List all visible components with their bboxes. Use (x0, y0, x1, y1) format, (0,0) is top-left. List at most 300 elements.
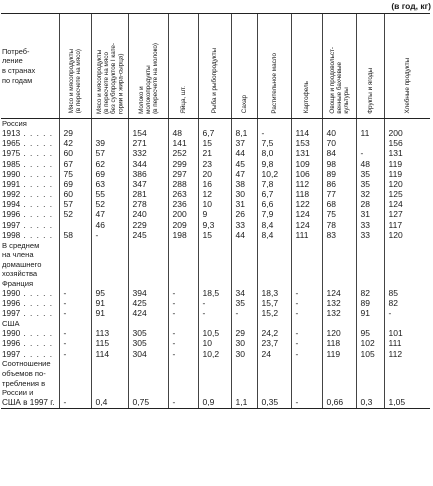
table-cell (384, 119, 430, 129)
table-cell: 33 (231, 220, 257, 230)
row-label-text: Россия (2, 119, 27, 128)
table-cell (59, 260, 91, 270)
table-cell: - (168, 339, 198, 349)
table-cell: 111 (291, 230, 322, 240)
table-cell (257, 269, 291, 279)
table-cell: 124 (291, 220, 322, 230)
table-cell: - (59, 289, 91, 299)
row-label (1, 200, 59, 210)
table-cell (91, 319, 128, 329)
row-label (1, 119, 59, 129)
table-cell: - (198, 309, 231, 319)
column-header (128, 14, 168, 119)
table-cell: 98 (322, 159, 356, 169)
table-cell: 154 (128, 129, 168, 139)
column-header (91, 14, 128, 119)
row-label (1, 299, 59, 309)
table-cell (91, 388, 128, 398)
table-cell: 305 (128, 339, 168, 349)
table-cell: 38 (231, 180, 257, 190)
table-cell: 119 (384, 169, 430, 179)
leader-dots: . . . . . (20, 200, 53, 210)
row-label-text: 1996 (2, 210, 21, 220)
table-cell (257, 388, 291, 398)
table-cell (128, 260, 168, 270)
table-cell: 60 (59, 190, 91, 200)
table-row (1, 329, 430, 339)
table-cell: 63 (91, 180, 128, 190)
table-cell (168, 388, 198, 398)
table-cell: 1,05 (384, 398, 430, 409)
table-cell: 48 (356, 159, 384, 169)
table-cell: 44 (231, 149, 257, 159)
table-cell: 33 (356, 230, 384, 240)
leader-dots: . . . . . (20, 159, 53, 169)
table-cell: 82 (356, 289, 384, 299)
table-row (1, 398, 430, 409)
table-cell: 30 (231, 190, 257, 200)
row-label-text: 1992 (2, 190, 21, 200)
table-cell (322, 369, 356, 379)
table-cell: 114 (291, 129, 322, 139)
table-cell (356, 319, 384, 329)
table-cell (198, 269, 231, 279)
table-cell: 9 (198, 210, 231, 220)
table-cell: 20 (198, 169, 231, 179)
column-header-label: Картофель (303, 81, 311, 114)
table-cell: 6,7 (198, 129, 231, 139)
table-cell: 95 (356, 329, 384, 339)
table-cell (257, 379, 291, 389)
table-cell: 15 (198, 230, 231, 240)
column-header (322, 14, 356, 119)
leader-dots: . . . . . (20, 139, 53, 149)
row-label (1, 309, 59, 319)
table-cell: 18,3 (257, 289, 291, 299)
table-cell: 91 (356, 309, 384, 319)
table-cell: 52 (91, 200, 128, 210)
leader-dots: . . . . . (20, 309, 53, 319)
table-cell (91, 119, 128, 129)
row-label-text: 1990 (2, 289, 21, 299)
leader-dots: . . . . . (20, 190, 53, 200)
table-cell (322, 250, 356, 260)
column-header (257, 14, 291, 119)
column-header-label: Мясо и мясопродукты (в пересчете на мясо) (68, 49, 83, 114)
table-cell: 347 (128, 180, 168, 190)
table-cell (356, 119, 384, 129)
table-cell: 12 (198, 190, 231, 200)
section-row (1, 269, 430, 279)
table-cell: 112 (384, 349, 430, 359)
table-cell: 57 (59, 200, 91, 210)
table-cell: - (59, 329, 91, 339)
table-cell (322, 119, 356, 129)
table-cell (291, 379, 322, 389)
table-cell (257, 369, 291, 379)
table-cell: 16 (198, 180, 231, 190)
row-label (1, 349, 59, 359)
table-cell: 6,7 (257, 190, 291, 200)
row-label-text: Соотношение (2, 359, 51, 369)
leader-dots: . . . . . (20, 149, 53, 159)
table-cell (59, 279, 91, 289)
table-cell: 102 (356, 339, 384, 349)
table-cell: 29 (231, 329, 257, 339)
row-label-text: 1997 (2, 349, 21, 359)
table-cell (91, 279, 128, 289)
table-cell: 252 (168, 149, 198, 159)
table-row (1, 190, 430, 200)
table-cell (231, 369, 257, 379)
table-cell: - (291, 329, 322, 339)
table-cell: - (291, 289, 322, 299)
table-cell: 48 (168, 129, 198, 139)
table-cell: 131 (291, 149, 322, 159)
table-cell: 119 (322, 349, 356, 359)
table-cell: 37 (231, 139, 257, 149)
table-cell (257, 241, 291, 251)
table-cell: 112 (291, 180, 322, 190)
table-cell: 75 (322, 210, 356, 220)
table-cell: 24 (257, 349, 291, 359)
table-row (1, 220, 430, 230)
table-cell (291, 119, 322, 129)
table-cell (356, 241, 384, 251)
table-cell: - (168, 398, 198, 409)
table-cell: 77 (322, 190, 356, 200)
table-row (1, 129, 430, 139)
leader-dots: . . . . . (20, 169, 53, 179)
table-cell: 34 (231, 289, 257, 299)
row-label (1, 359, 59, 369)
leader-dots: . . . . . (20, 299, 53, 309)
table-row (1, 299, 430, 309)
table-row (1, 149, 430, 159)
table-cell: 9,3 (198, 220, 231, 230)
table-cell (257, 250, 291, 260)
table-cell: - (356, 149, 384, 159)
row-label (1, 129, 59, 139)
table-cell: 305 (128, 329, 168, 339)
table-cell: 299 (168, 159, 198, 169)
row-label-text: 1913 (2, 128, 21, 138)
table-cell: 236 (168, 200, 198, 210)
row-label-text: 1990 (2, 169, 21, 179)
table-row (1, 159, 430, 169)
table-cell: - (231, 309, 257, 319)
table-row (1, 200, 430, 210)
table-cell: 10,5 (198, 329, 231, 339)
column-header-label: Фрукты и ягоды (366, 67, 374, 114)
table-cell (168, 119, 198, 129)
row-label-text: объемов по- (2, 368, 46, 378)
table-cell: 101 (384, 329, 430, 339)
table-cell: 28 (356, 200, 384, 210)
column-header-label: Яйца, шт. (179, 85, 187, 114)
row-label (1, 289, 59, 299)
row-label-text: 1975 (2, 149, 21, 159)
table-cell: 52 (59, 210, 91, 220)
table-cell (257, 279, 291, 289)
table-cell: 278 (128, 200, 168, 210)
table-cell: 332 (128, 149, 168, 159)
row-label-text: России и (2, 388, 34, 398)
table-cell (231, 250, 257, 260)
leader-dots: . . . . . (20, 289, 53, 299)
section-row (1, 388, 430, 398)
table-cell: 10 (198, 200, 231, 210)
table-cell: - (257, 129, 291, 139)
table-cell: 58 (59, 230, 91, 240)
table-cell (291, 279, 322, 289)
row-label (1, 379, 59, 389)
table-cell: 67 (59, 159, 91, 169)
table-cell (168, 279, 198, 289)
table-cell: 15 (198, 139, 231, 149)
table-cell: - (91, 230, 128, 240)
row-label-text: Франция (2, 279, 34, 289)
table-cell: 125 (384, 190, 430, 200)
table-cell: 60 (59, 149, 91, 159)
table-cell: 24,2 (257, 329, 291, 339)
table-row (1, 210, 430, 220)
table-cell: 141 (168, 139, 198, 149)
table-cell: - (168, 299, 198, 309)
table-cell (128, 319, 168, 329)
table-cell: 89 (356, 299, 384, 309)
table-cell (91, 269, 128, 279)
table-cell (291, 388, 322, 398)
leader-dots: . . . . . (20, 339, 53, 349)
table-cell: 132 (322, 299, 356, 309)
table-cell: 31 (231, 200, 257, 210)
row-label-text: 1994 (2, 200, 21, 210)
row-label (1, 159, 59, 169)
leader-dots: . . . . . (20, 128, 53, 138)
table-row (1, 309, 430, 319)
table-cell: 113 (91, 329, 128, 339)
table-cell (128, 241, 168, 251)
table-cell: 117 (384, 220, 430, 230)
table-cell (322, 388, 356, 398)
table-cell: - (168, 349, 198, 359)
table-cell (322, 279, 356, 289)
table-cell (59, 119, 91, 129)
row-label-text: 1998 (2, 230, 21, 240)
table-cell (128, 379, 168, 389)
table-cell (231, 279, 257, 289)
table-cell: 33 (356, 220, 384, 230)
table-cell: 26 (231, 210, 257, 220)
table-row (1, 339, 430, 349)
table-cell (59, 241, 91, 251)
table-cell: - (59, 299, 91, 309)
table-cell: 89 (322, 169, 356, 179)
table-cell (128, 119, 168, 129)
table-cell: 91 (91, 299, 128, 309)
leader-dots: . . . . . (20, 210, 53, 220)
row-label-text: В среднем (2, 240, 40, 250)
table-cell (168, 379, 198, 389)
table-cell: 68 (322, 200, 356, 210)
table-cell (59, 250, 91, 260)
table-cell: 120 (322, 329, 356, 339)
table-cell (231, 260, 257, 270)
table-cell (356, 269, 384, 279)
table-cell: 42 (59, 139, 91, 149)
table-cell: 209 (168, 220, 198, 230)
table-cell: 35 (356, 180, 384, 190)
table-cell: 69 (59, 180, 91, 190)
table-cell (257, 319, 291, 329)
table-cell: 21 (198, 149, 231, 159)
table-cell: 32 (356, 190, 384, 200)
table-cell (91, 369, 128, 379)
table-cell: - (59, 309, 91, 319)
table-cell: 40 (322, 129, 356, 139)
row-label (1, 269, 59, 279)
table-cell: 47 (231, 169, 257, 179)
table-cell: 55 (91, 190, 128, 200)
row-label (1, 180, 59, 190)
table-cell: 132 (322, 309, 356, 319)
table-cell: 57 (91, 149, 128, 159)
table-cell: - (168, 329, 198, 339)
table-cell (59, 388, 91, 398)
column-header-label: Мясо и мясопродукты (в пересчете на мясо без субпродуктов I кате- гории и жира-сырца) (95, 42, 125, 114)
column-header-label: Рыба и рыбопродукты (211, 48, 219, 114)
table-cell: 200 (168, 210, 198, 220)
header-row (1, 14, 430, 119)
table-row (1, 230, 430, 240)
table-cell (168, 241, 198, 251)
table-cell: 82 (384, 299, 430, 309)
table-row (1, 289, 430, 299)
table-cell: 69 (91, 169, 128, 179)
table-cell (168, 319, 198, 329)
table-row (1, 139, 430, 149)
table-cell (322, 319, 356, 329)
table-cell: 118 (322, 339, 356, 349)
table-cell (198, 119, 231, 129)
table-cell: 111 (384, 339, 430, 349)
table-cell: 75 (59, 169, 91, 179)
table-cell (384, 269, 430, 279)
leader-dots: . . . . . (20, 179, 53, 189)
column-header (198, 14, 231, 119)
row-label-text: 1996 (2, 299, 21, 309)
table-cell: 281 (128, 190, 168, 200)
table-cell (322, 241, 356, 251)
row-label (1, 210, 59, 220)
table-cell: 124 (384, 200, 430, 210)
table-cell: 15,7 (257, 299, 291, 309)
table-cell: 0,9 (198, 398, 231, 409)
table-cell (356, 379, 384, 389)
table-cell: 245 (128, 230, 168, 240)
table-cell (128, 269, 168, 279)
leader-dots: . . . . . (20, 329, 53, 339)
table-cell: 106 (291, 169, 322, 179)
table-cell (231, 269, 257, 279)
table-body (1, 119, 430, 409)
table-cell: - (291, 339, 322, 349)
table-cell: 386 (128, 169, 168, 179)
table-cell: 394 (128, 289, 168, 299)
table-cell (291, 269, 322, 279)
table-cell (384, 388, 430, 398)
table-cell (356, 260, 384, 270)
table-cell (231, 241, 257, 251)
table-cell: 425 (128, 299, 168, 309)
table-cell (257, 359, 291, 369)
table-cell: 31 (356, 210, 384, 220)
table-cell: 344 (128, 159, 168, 169)
column-header (291, 14, 322, 119)
table-cell (291, 241, 322, 251)
table-row (1, 349, 430, 359)
table-cell: 124 (322, 289, 356, 299)
section-row (1, 260, 430, 270)
table-cell: 23,7 (257, 339, 291, 349)
table-cell (91, 241, 128, 251)
table-cell (128, 250, 168, 260)
table-cell: 156 (384, 139, 430, 149)
table-cell (257, 260, 291, 270)
table-cell (91, 129, 128, 139)
table-cell (356, 388, 384, 398)
table-cell: 120 (384, 230, 430, 240)
table-cell: 95 (91, 289, 128, 299)
table-cell (257, 119, 291, 129)
table-cell (384, 319, 430, 329)
row-label (1, 149, 59, 159)
table-row (1, 169, 430, 179)
table-cell: 120 (384, 180, 430, 190)
table-cell: 30 (231, 339, 257, 349)
table-cell (59, 369, 91, 379)
table-cell: 10,2 (198, 349, 231, 359)
section-row (1, 319, 430, 329)
row-label (1, 339, 59, 349)
table-cell (384, 379, 430, 389)
table-cell (128, 279, 168, 289)
row-label (1, 260, 59, 270)
table-cell: 127 (384, 210, 430, 220)
table-cell: 70 (322, 139, 356, 149)
section-row (1, 250, 430, 260)
table-cell: 8,4 (257, 230, 291, 240)
table-cell: - (198, 299, 231, 309)
table-cell: - (168, 309, 198, 319)
row-label-text: требления в (2, 378, 46, 388)
table-cell (231, 388, 257, 398)
table-cell: 114 (91, 349, 128, 359)
table-cell (91, 379, 128, 389)
table-cell (384, 250, 430, 260)
row-label (1, 388, 59, 398)
row-label (1, 241, 59, 251)
row-label (1, 190, 59, 200)
table-cell: 18,5 (198, 289, 231, 299)
table-cell (128, 388, 168, 398)
table-cell (322, 379, 356, 389)
row-label-text: США (2, 319, 20, 329)
row-label-text: 1996 (2, 339, 21, 349)
table-cell: 7,8 (257, 180, 291, 190)
table-cell (128, 369, 168, 379)
